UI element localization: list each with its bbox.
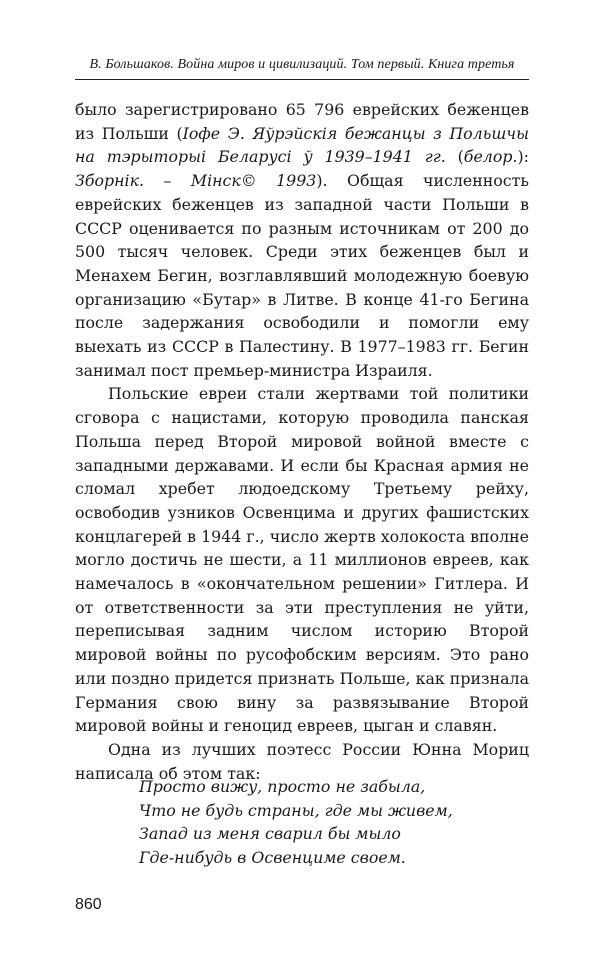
body-text	[75, 98, 529, 785]
poem-line: Запад из меня сварил бы мыло	[139, 824, 401, 843]
poem	[139, 775, 529, 869]
running-head: В. Большаков. Война миров и цивилизаций. Том первый. Книга третья	[89, 57, 515, 72]
paragraph-text: ):	[517, 147, 529, 167]
header-rule	[75, 79, 529, 80]
paragraph-polish-jews: Польские евреи стали жертвами той политики сговора с нацистами, которую проводила панская Польша перед Второй мировой войной вместе с западными державами. И если бы Красная армия не сломал хребет людоедскому Третьему рейху, освободив узников Освенцима и других фашистских концлагерей в 1944 г., число жертв холокоста вполне могло достичь не шести, а 11 миллионов евреев, как намечалось в «окончательном решении» Гитлера. И от ответственности за эти преступления не уйти, переписывая задним числом историю Второй мировой войны по русофобским версиям. Это рано или поздно придется признать Польше, как признала Германия свою вину за развязывание Второй мировой войны и геноцид евреев, цыган и славян.	[75, 384, 529, 736]
citation-source: Зборнік. – Мінск© 1993	[75, 171, 317, 191]
poem-line: Где-нибудь в Освенциме своем.	[139, 847, 406, 867]
poem-line: Просто вижу, просто не забыла,	[139, 777, 426, 796]
paragraph-text: ). Общая численность еврейских беженцев из западной части Польши в СССР оценивается по разным источникам от 200 до 500 тысяч человек. Среди этих беженцев был и Менахем Бегин, возглавлявший молодежную боевую организацию «Бутар» в Литве. В конце 41-го Бегина после задержания освободили и помогли ему выехать из СССР в Палестину. В 1977–1983 гг. Бегин занимал пост премьер-министра Израиля.	[75, 171, 529, 380]
page-number: 860	[75, 896, 102, 913]
poem-line: Что не будь страны, где мы живем,	[139, 800, 453, 820]
paragraph-text: (	[445, 147, 464, 167]
citation-language: белор.	[463, 147, 518, 167]
paragraph-text: было зарегистрировано 65 796 еврейских беженцев из Польши (	[75, 100, 529, 143]
paragraph-poet-intro: Одна из лучших поэтесс России Юнна Мориц написала об этом так:	[75, 739, 529, 783]
paragraph-refugees	[75, 98, 529, 382]
citation-title: Іофе Э. Яўрэйскія бежанцы з Польшчы на тэрыторыі Беларусі ў 1939–1941 гг.	[75, 123, 529, 167]
